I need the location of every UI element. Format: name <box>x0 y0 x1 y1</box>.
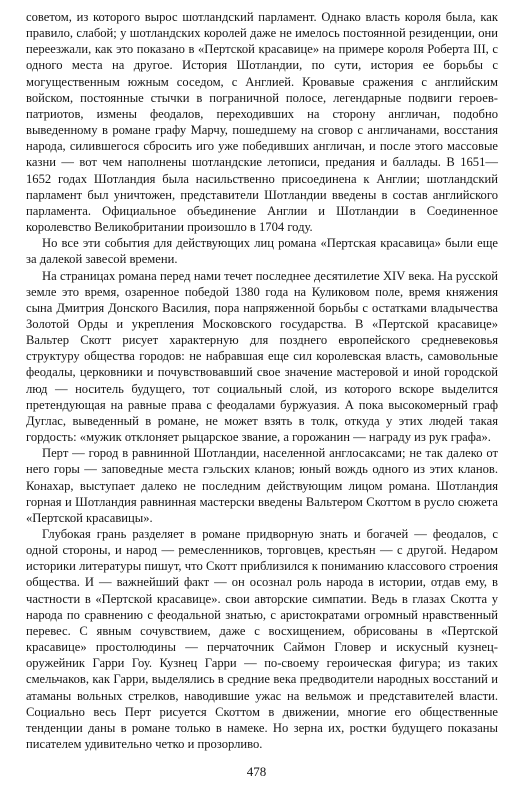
paragraph-3: На страницах романа перед нами течет последнее десятилетие XIV века. На русской земле это время, озаренное победой 1380 года на Куликовом поле, время княжения сына Дмитрия Донского Василия, пора напряженной борьбы с остатками владычества Золотой Орды и укрепления Московского государства. В «Пертской красавице» Вальтер Скотт рисует характерную для позднего европейского средневековья структуру общества городов: не набравшая еще сил королевская власть, самовольные феодалы, церковники и почувствовавший свое значение мастеровой и иной городской люд — носитель будущего, тот социальный слой, из которого вскоре выделится претендующая на равные права с феодалами буржуазия. А пока высокомерный граф Дуглас, выведенный в романе, не может взять в толк, откуда у этих людей такая гордость: «мужик отклоняет рыцарское звание, а горожанин — награду из рук графа». <box>26 268 498 445</box>
paragraph-5: Глубокая грань разделяет в романе придворную знать и богачей — феодалов, с одной стороны, и народ — ремесленников, торговцев, крестьян — с другой. Недаром историки литературы пишут, что Скотт приблизился к пониманию классового строения общества. И — важнейший факт — он осознал роль народа в истории, отдав ему, в частности в «Пертской красавице». свои авторские симпатии. Ведь в глазах Скотта у народа по сравнению с феодальной знатью, с аристократами огромный нравственный перевес. С явным сочувствием, даже с восхищением, обрисованы в «Пертской красавице» простолюдины — перчаточник Саймон Гловер и искусный кузнец-оружейник Гарри Гоу. Кузнец Гарри — по-своему героическая фигура; из таких смельчаков, как Гарри, выделялись в средние века предводители народных восстаний и атаманы вольных стрелков, наводившие ужас на вельмож и представителей власти. Социально весь Перт рисуется Скоттом в движении, многие его общественные тенденции даны в романе только в намеке. Но зерна их, ростки будущего показаны писателем удивительно четко и прозорливо. <box>26 527 498 752</box>
page-number: 478 <box>246 764 267 779</box>
paragraph-4: Перт — город в равнинной Шотландии, населенной англосаксами; не так далеко от него горы — заповедные места гэльских кланов; юный вождь одного из этих кланов. Конахар, выступает далеко не последним действующим лицом романа. Шотландия горная и Шотландия равнинная мастерски введены Вальтером Скоттом в русло сюжета «Пертской красавицы». <box>26 446 498 525</box>
page-body <box>26 9 498 752</box>
paragraph-2: Но все эти события для действующих лиц романа «Пертская красавица» были еще за далекой завесой времени. <box>26 236 498 267</box>
paragraph-1: советом, из которого вырос шотландский парламент. Однако власть короля была, как правило, слабой; у шотландских королей даже не имелось постоянной резиденции, они переезжали, как это показано в «Пертской красавице» на примере короля Роберта III, с одного места на другое. История Шотландии, по сути, история ее борьбы с могущественным южным соседом, с Англией. Кровавые сражения с английским войском, постоянные стычки в пограничной полосе, легендарные подвиги героев-патриотов, измены феодалов, переходивших на сторону англичан, подобно выведенному в романе графу Марчу, пошедшему на сговор с англичанами, восстания народа, силившегося сбросить иго уже победивших англичан, и после этого массовые казни — вот чем наполнены шотландские летописи, предания и баллады. В 1651—1652 годах Шотландия была насильственно присоединена к Англии; шотландский парламент был уничтожен, представители Шотландии введены в состав английского парламента. Официальное объединение Англии и Шотландии в Соединенное королевство Великобритании произошло в 1704 году. <box>26 10 498 235</box>
